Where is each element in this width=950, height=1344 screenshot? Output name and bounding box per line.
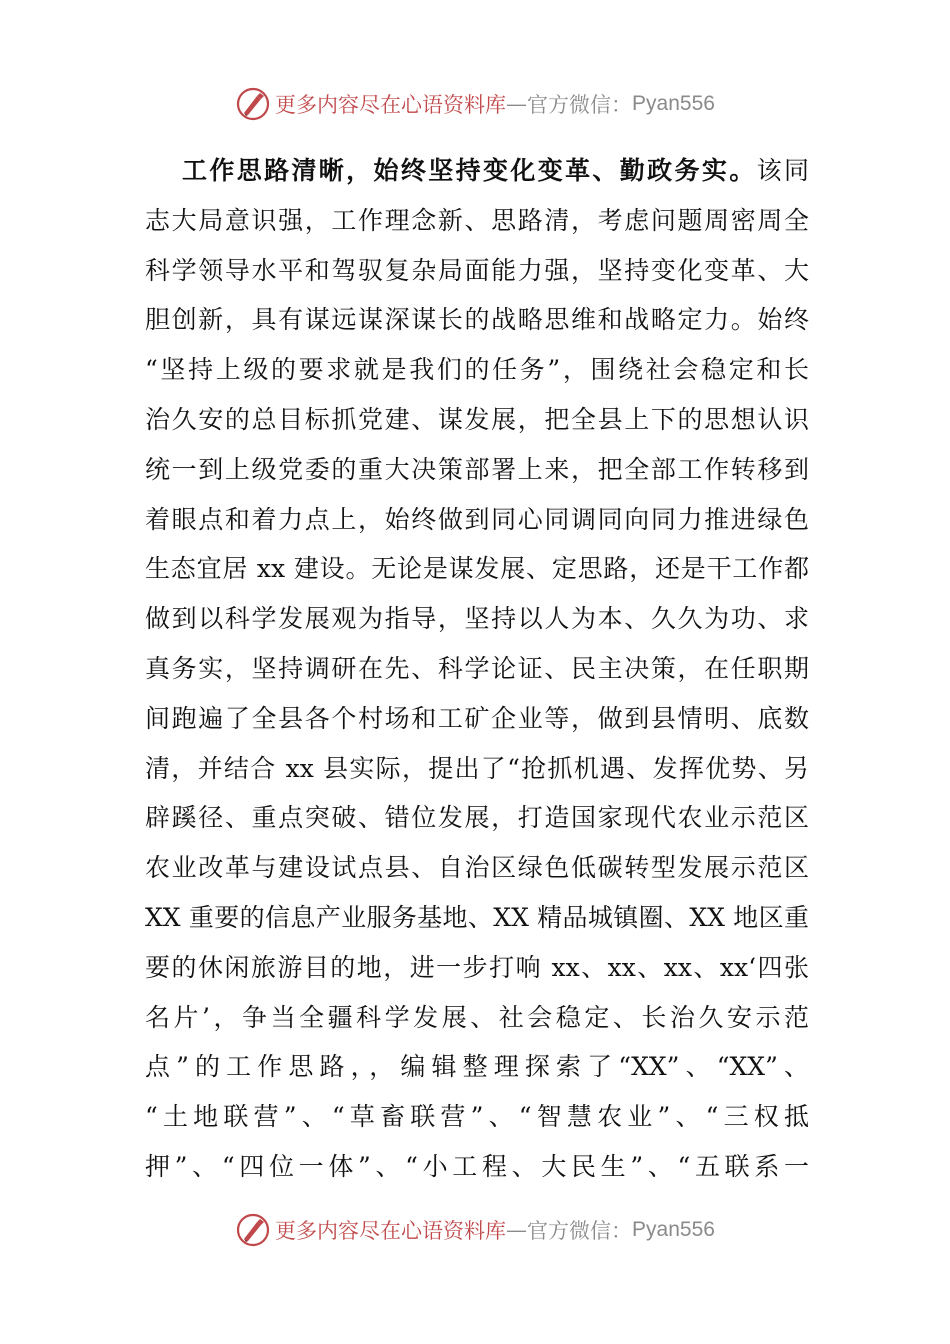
paragraph-line: XX 重要的信息产业服务基地、XX 精品城镇圈、XX 地区重 — [145, 902, 809, 932]
paragraph-line: 志大局意识强，工作理念新、思路清，考虑问题周密周全 — [145, 205, 809, 235]
paragraph-line: 治久安的总目标抓党建、谋发展，把全县上下的思想认识 — [145, 404, 809, 434]
paragraph-line: 做到以科学发展观为指导，坚持以人为本、久久为功、求 — [145, 604, 809, 634]
paragraph-line: 生态宜居 xx 建设。无论是谋发展、定思路，还是干工作都 — [145, 554, 809, 584]
wechat-id: Pyan556 — [632, 1218, 715, 1241]
document-body — [145, 146, 809, 1192]
paragraph-line: 押”、“四位一体”、“小工程、大民生”、“五联系一 — [145, 1151, 809, 1181]
paragraph-line: 要的休闲旅游目的地，进一步打响 xx、xx、xx、xx‘四张 — [145, 952, 809, 982]
wechat-label: 官方微信： — [527, 93, 633, 117]
paragraph-text: 该同 — [756, 156, 809, 185]
header-watermark — [0, 82, 950, 126]
paragraph-line: 清，并结合 xx 县实际，提出了“抢抓机遇、发挥优势、另 — [145, 753, 809, 783]
paragraph-line: 着眼点和着力点上，始终做到同心同调同向同力推进绿色 — [145, 504, 809, 534]
brand-dash: — — [506, 92, 528, 116]
paragraph-line: 间跑遍了全县各个村场和工矿企业等，做到县情明、底数 — [145, 703, 809, 733]
footer-watermark — [0, 1208, 950, 1252]
paragraph-line: 统一到上级党委的重大决策部署上来，把全部工作转移到 — [145, 454, 809, 484]
brand-text: 更多内容尽在心语资料库 — [275, 93, 507, 117]
paragraph-line: 农业改革与建设试点县、自治区绿色低碳转型发展示范区 — [145, 853, 809, 883]
paragraph-line: 科学领导水平和驾驭复杂局面能力强，坚持变化变革、大 — [145, 255, 809, 285]
paragraph-line: 胆创新，具有谋远谋深谋长的战略思维和战略定力。始终 — [145, 305, 809, 335]
paragraph-line: 名片’，争当全疆科学发展、社会稳定、长治久安示范 — [145, 1002, 809, 1032]
brand-dash: — — [506, 1218, 528, 1242]
paragraph-heading: 工作思路清晰，始终坚持变化变革、勤政务实。 — [182, 156, 757, 185]
paragraph-line: 点”的工作思路，，编辑整理探索了“XX”、“XX”、 — [145, 1052, 809, 1082]
pen-circle-logo-icon — [235, 1212, 271, 1248]
paragraph-line: “坚持上级的要求就是我们的任务”，围绕社会稳定和长 — [145, 355, 809, 385]
paragraph-line: “土地联营”、“草畜联营”、“智慧农业”、“三权抵 — [145, 1102, 809, 1132]
wechat-label: 官方微信： — [527, 1219, 633, 1243]
paragraph-line-1 — [145, 146, 809, 196]
paragraph-line: 真务实，坚持调研在先、科学论证、民主决策，在任职期 — [145, 653, 809, 683]
wechat-id: Pyan556 — [632, 92, 715, 115]
paragraph-line: 辟蹊径、重点突破、错位发展，打造国家现代农业示范区 — [145, 803, 809, 833]
pen-circle-logo-icon — [235, 86, 271, 122]
brand-text: 更多内容尽在心语资料库 — [275, 1219, 507, 1243]
